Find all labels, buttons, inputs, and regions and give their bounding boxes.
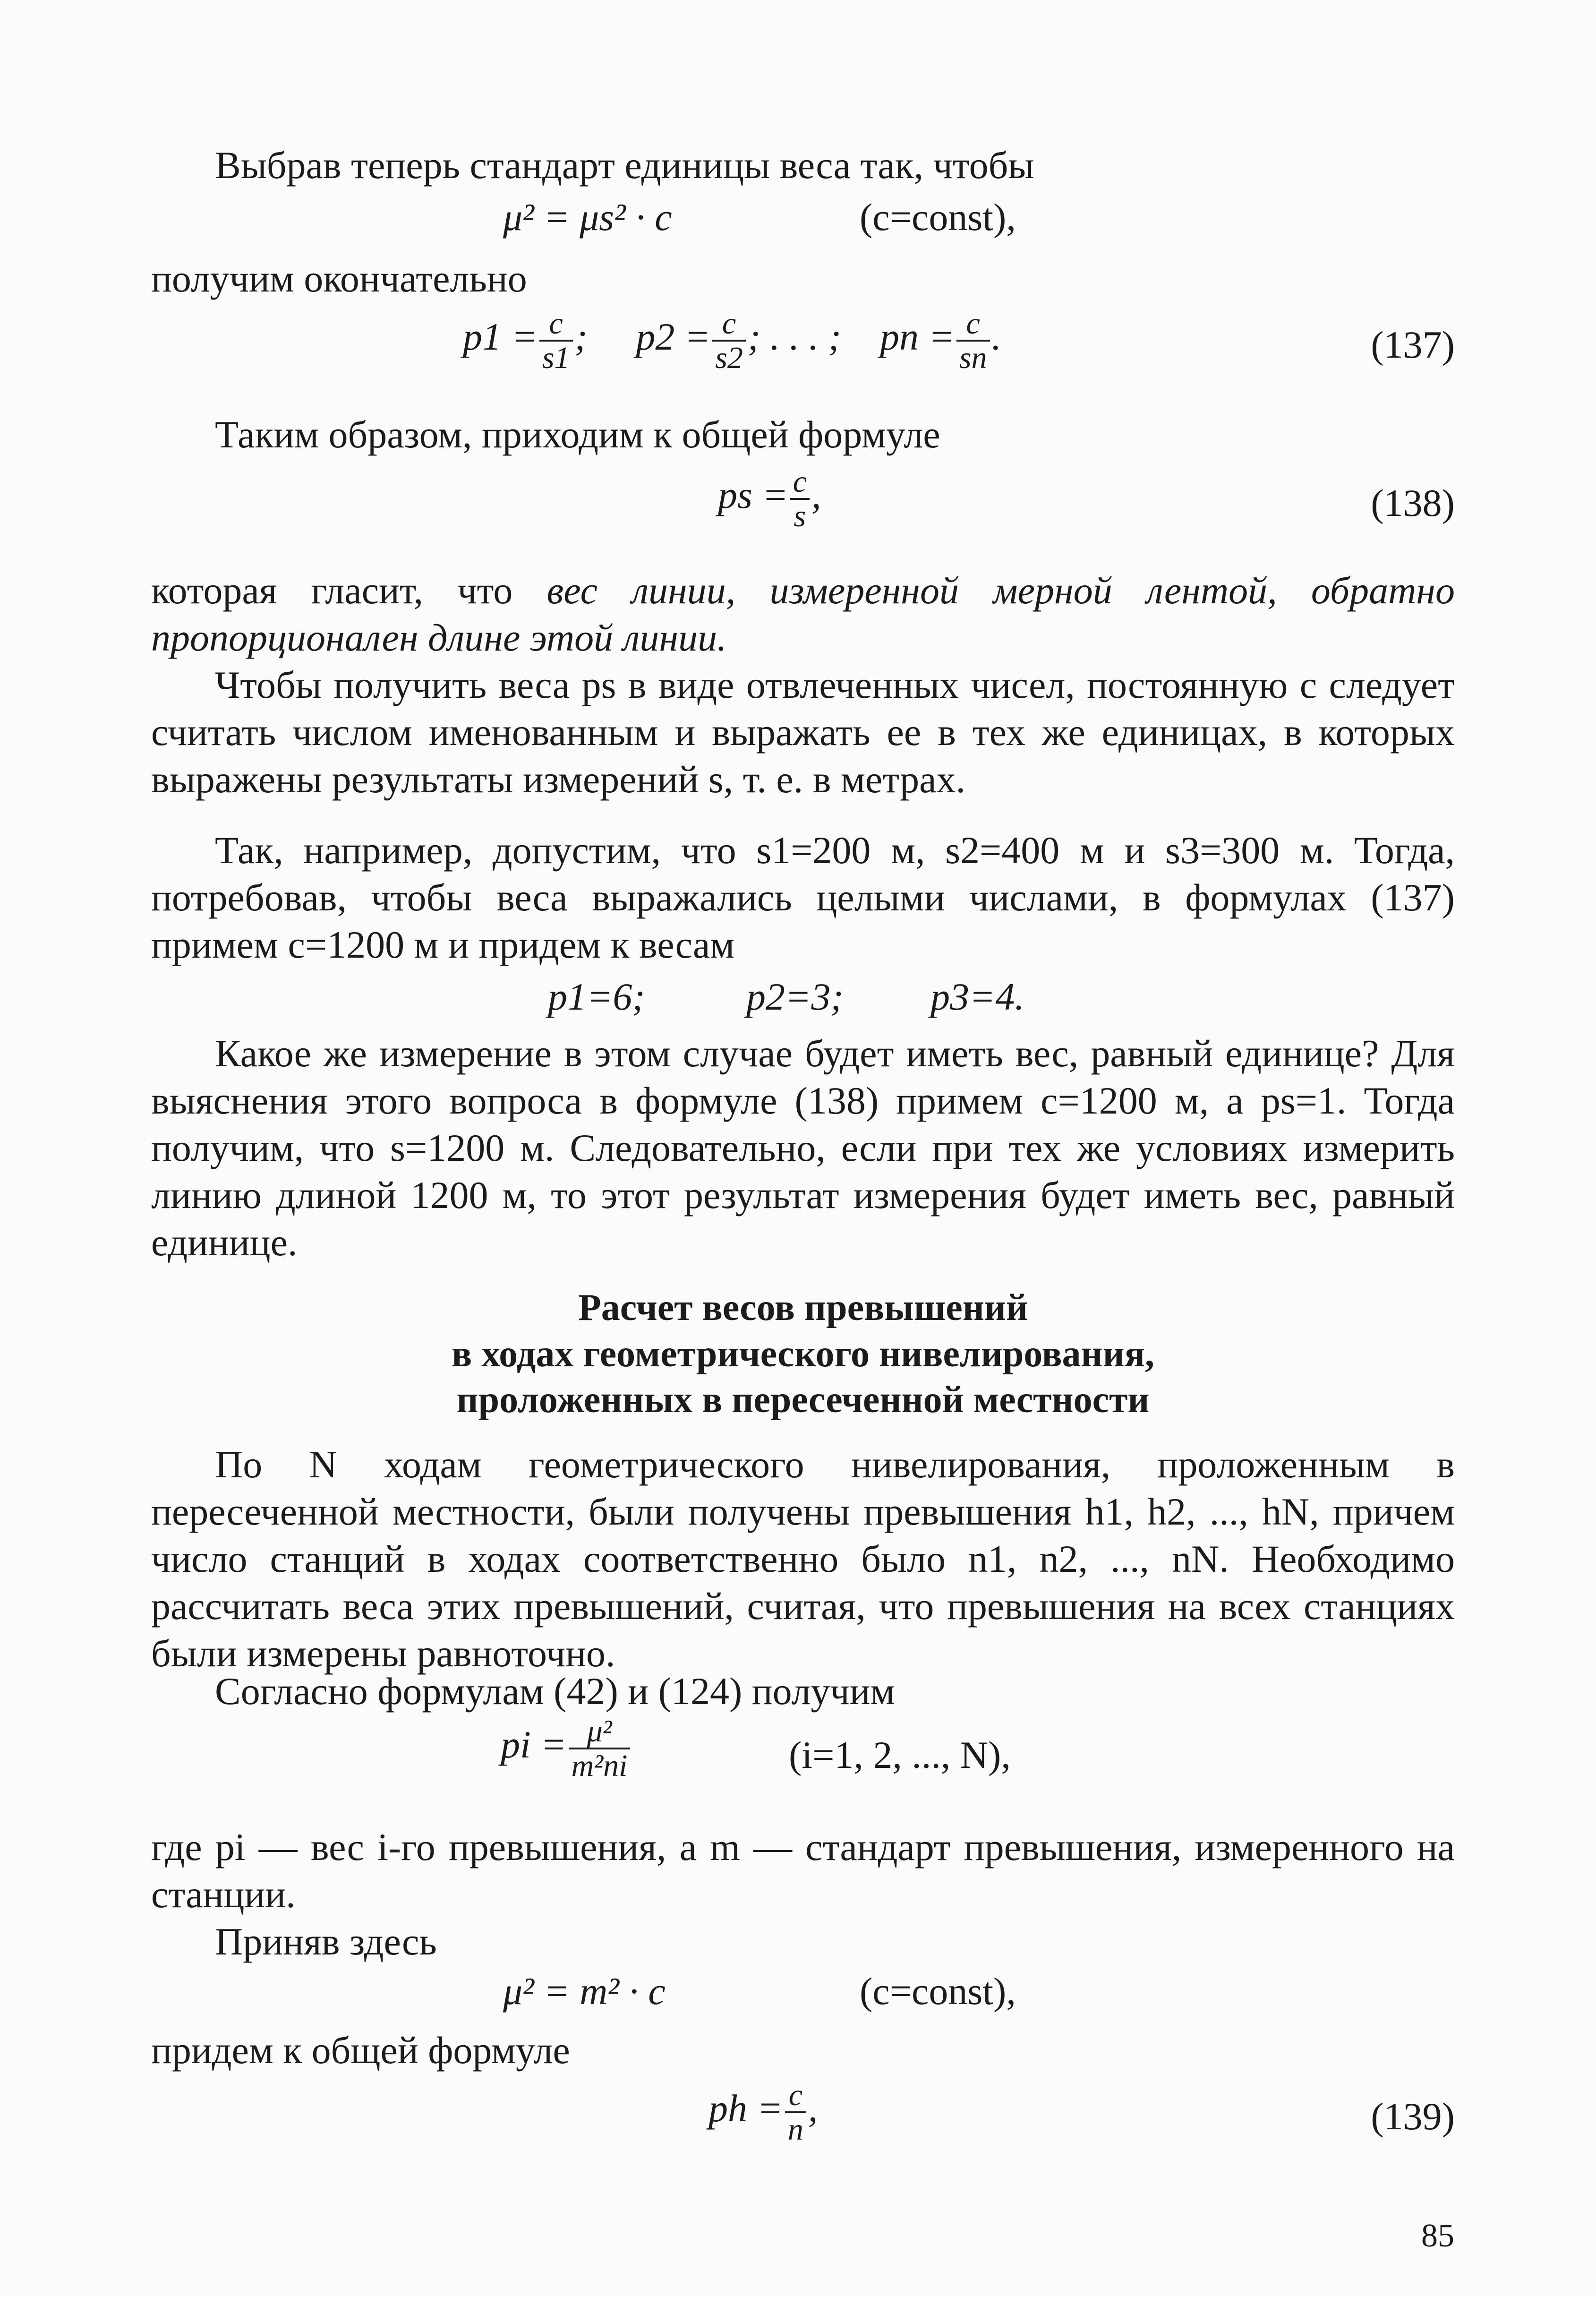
formula-pi (151, 1710, 1455, 1805)
fraction-c-s (790, 465, 810, 533)
formula-weights (151, 973, 1455, 1020)
denominator: s2 (715, 341, 743, 376)
rule-lead-in: которая гласит, что (151, 569, 547, 612)
formula-expr: μ² = μs² · c (503, 196, 672, 239)
fraction-c-n (785, 2079, 806, 2146)
formula-138 (151, 461, 1455, 546)
formula-mu-m (151, 1968, 1455, 2015)
ellipsis: ; . . . ; (747, 315, 841, 359)
paragraph-unit-weight: Какое же измерение в этом случае будет иметь вес, равный единице? Для выяснения этого вопроса в формуле (138) примем c=1200 м, а ps=1. Тогда получим, что s=1200 м. Следовательно, если при тех же условиях измерить линию длиной 1200 м, то этот результат измерения будет иметь вес, равный единице. (151, 1032, 1455, 1264)
paragraph-thus: Таким образом, приходим к общей формуле (215, 413, 940, 456)
paragraph-taking: Приняв здесь (215, 1920, 437, 1963)
section-heading (151, 1285, 1455, 1423)
term-pn: pn = (880, 315, 955, 359)
paragraph-units: Чтобы получить веса ps в виде отвлеченных чисел, постоянную c следует считать числом именованным и выражать ее в тех же единицах, в которых выражены результаты измерений s, т. е. в метрах. (151, 663, 1455, 801)
formula-137-terms: p1 = $\frac{c}{s1}$ ; p2 = $\frac{c}{s2}$ ; . . . ; pn = $\frac{c}{sn}$ . (463, 306, 1002, 376)
weight-p2: p2=3; (746, 975, 844, 1018)
denominator: s1 (542, 341, 570, 376)
numerator: c (790, 465, 810, 500)
numerator: c (785, 2079, 806, 2113)
formula-condition: (c=const), (860, 196, 1016, 239)
heading-line-3: проложенных в пересеченной местности (456, 1379, 1150, 1421)
term-p2: p2 = (636, 315, 711, 359)
fraction-c-s2 (712, 307, 746, 375)
formula-expr: μ² = m² · c (503, 1970, 666, 2013)
formula-137 (151, 302, 1455, 387)
fraction-c-sn (956, 307, 990, 375)
formula-mu-squared (151, 194, 1455, 241)
paragraph-rule (151, 567, 1455, 661)
paragraph-according: Согласно формулам (42) и (124) получим (215, 1670, 895, 1713)
formula-pi-condition: (i=1, 2, ..., N), (789, 1733, 1011, 1776)
equation-number-138: (138) (1371, 481, 1455, 524)
fraction-mu-m-n (569, 1715, 631, 1783)
paragraph-example: Так, например, допустим, что s1=200 м, s2=400 м и s3=300 м. Тогда, потребовав, чтобы веса выражались целыми числами, в формулах (137) примем c=1200 м и придем к весам (151, 829, 1455, 967)
denominator: n (787, 2112, 803, 2147)
paragraph-where: где pi — вес i-го превышения, а m — стандарт превышения, измеренного на станции. (151, 1826, 1455, 1916)
formula-139-terms: ph = $\frac{c}{n}$ , (708, 2078, 818, 2147)
numerator: c (712, 307, 746, 342)
formula-138-terms: ps = $\frac{c}{s}$ , (718, 464, 821, 534)
paragraph-intro: Выбрав теперь стандарт единицы веса так, чтобы (215, 144, 1034, 187)
denominator: s (794, 499, 806, 534)
formula-condition: (c=const), (860, 1970, 1016, 2013)
rule-statement: вес линии, измеренной мерной лентой, обратно пропорционален длине этой линии. (151, 569, 1455, 660)
fraction-c-s1 (539, 307, 573, 375)
equation-number-137: (137) (1371, 323, 1455, 366)
numerator: μ² (569, 1715, 631, 1749)
term-ph: ph = (708, 2087, 783, 2130)
denominator: m²ni (571, 1748, 628, 1783)
weight-p1: p1=6; (548, 975, 645, 1018)
formula-pi-terms (501, 1715, 632, 1783)
heading-line-2: в ходах геометрического нивелирования, (452, 1333, 1154, 1375)
page-number: 85 (1421, 2218, 1454, 2254)
heading-line-1: Расчет весов превышений (578, 1287, 1028, 1328)
paragraph-leveling: По N ходам геометрического нивелирования, проложенным в пересеченной местности, были получены превышения h1, h2, ..., hN, причем число станций в ходах соответственно было n1, n2, ..., nN. Необходимо рассчитать веса этих превышений, считая, что превышения на всех станциях были измерены равноточно. (151, 1443, 1455, 1675)
formula-139 (151, 2074, 1455, 2159)
equation-number-139: (139) (1371, 2095, 1455, 2138)
denominator: sn (959, 341, 987, 376)
term-p1: p1 = (463, 315, 538, 359)
term-pi: pi = (501, 1723, 567, 1766)
weight-p3: p3=4. (930, 975, 1024, 1018)
paragraph-general: придем к общей формуле (151, 2029, 570, 2072)
term-ps: ps = (718, 473, 788, 517)
numerator: c (956, 307, 990, 342)
paragraph-finally: получим окончательно (151, 257, 527, 300)
numerator: c (539, 307, 573, 342)
